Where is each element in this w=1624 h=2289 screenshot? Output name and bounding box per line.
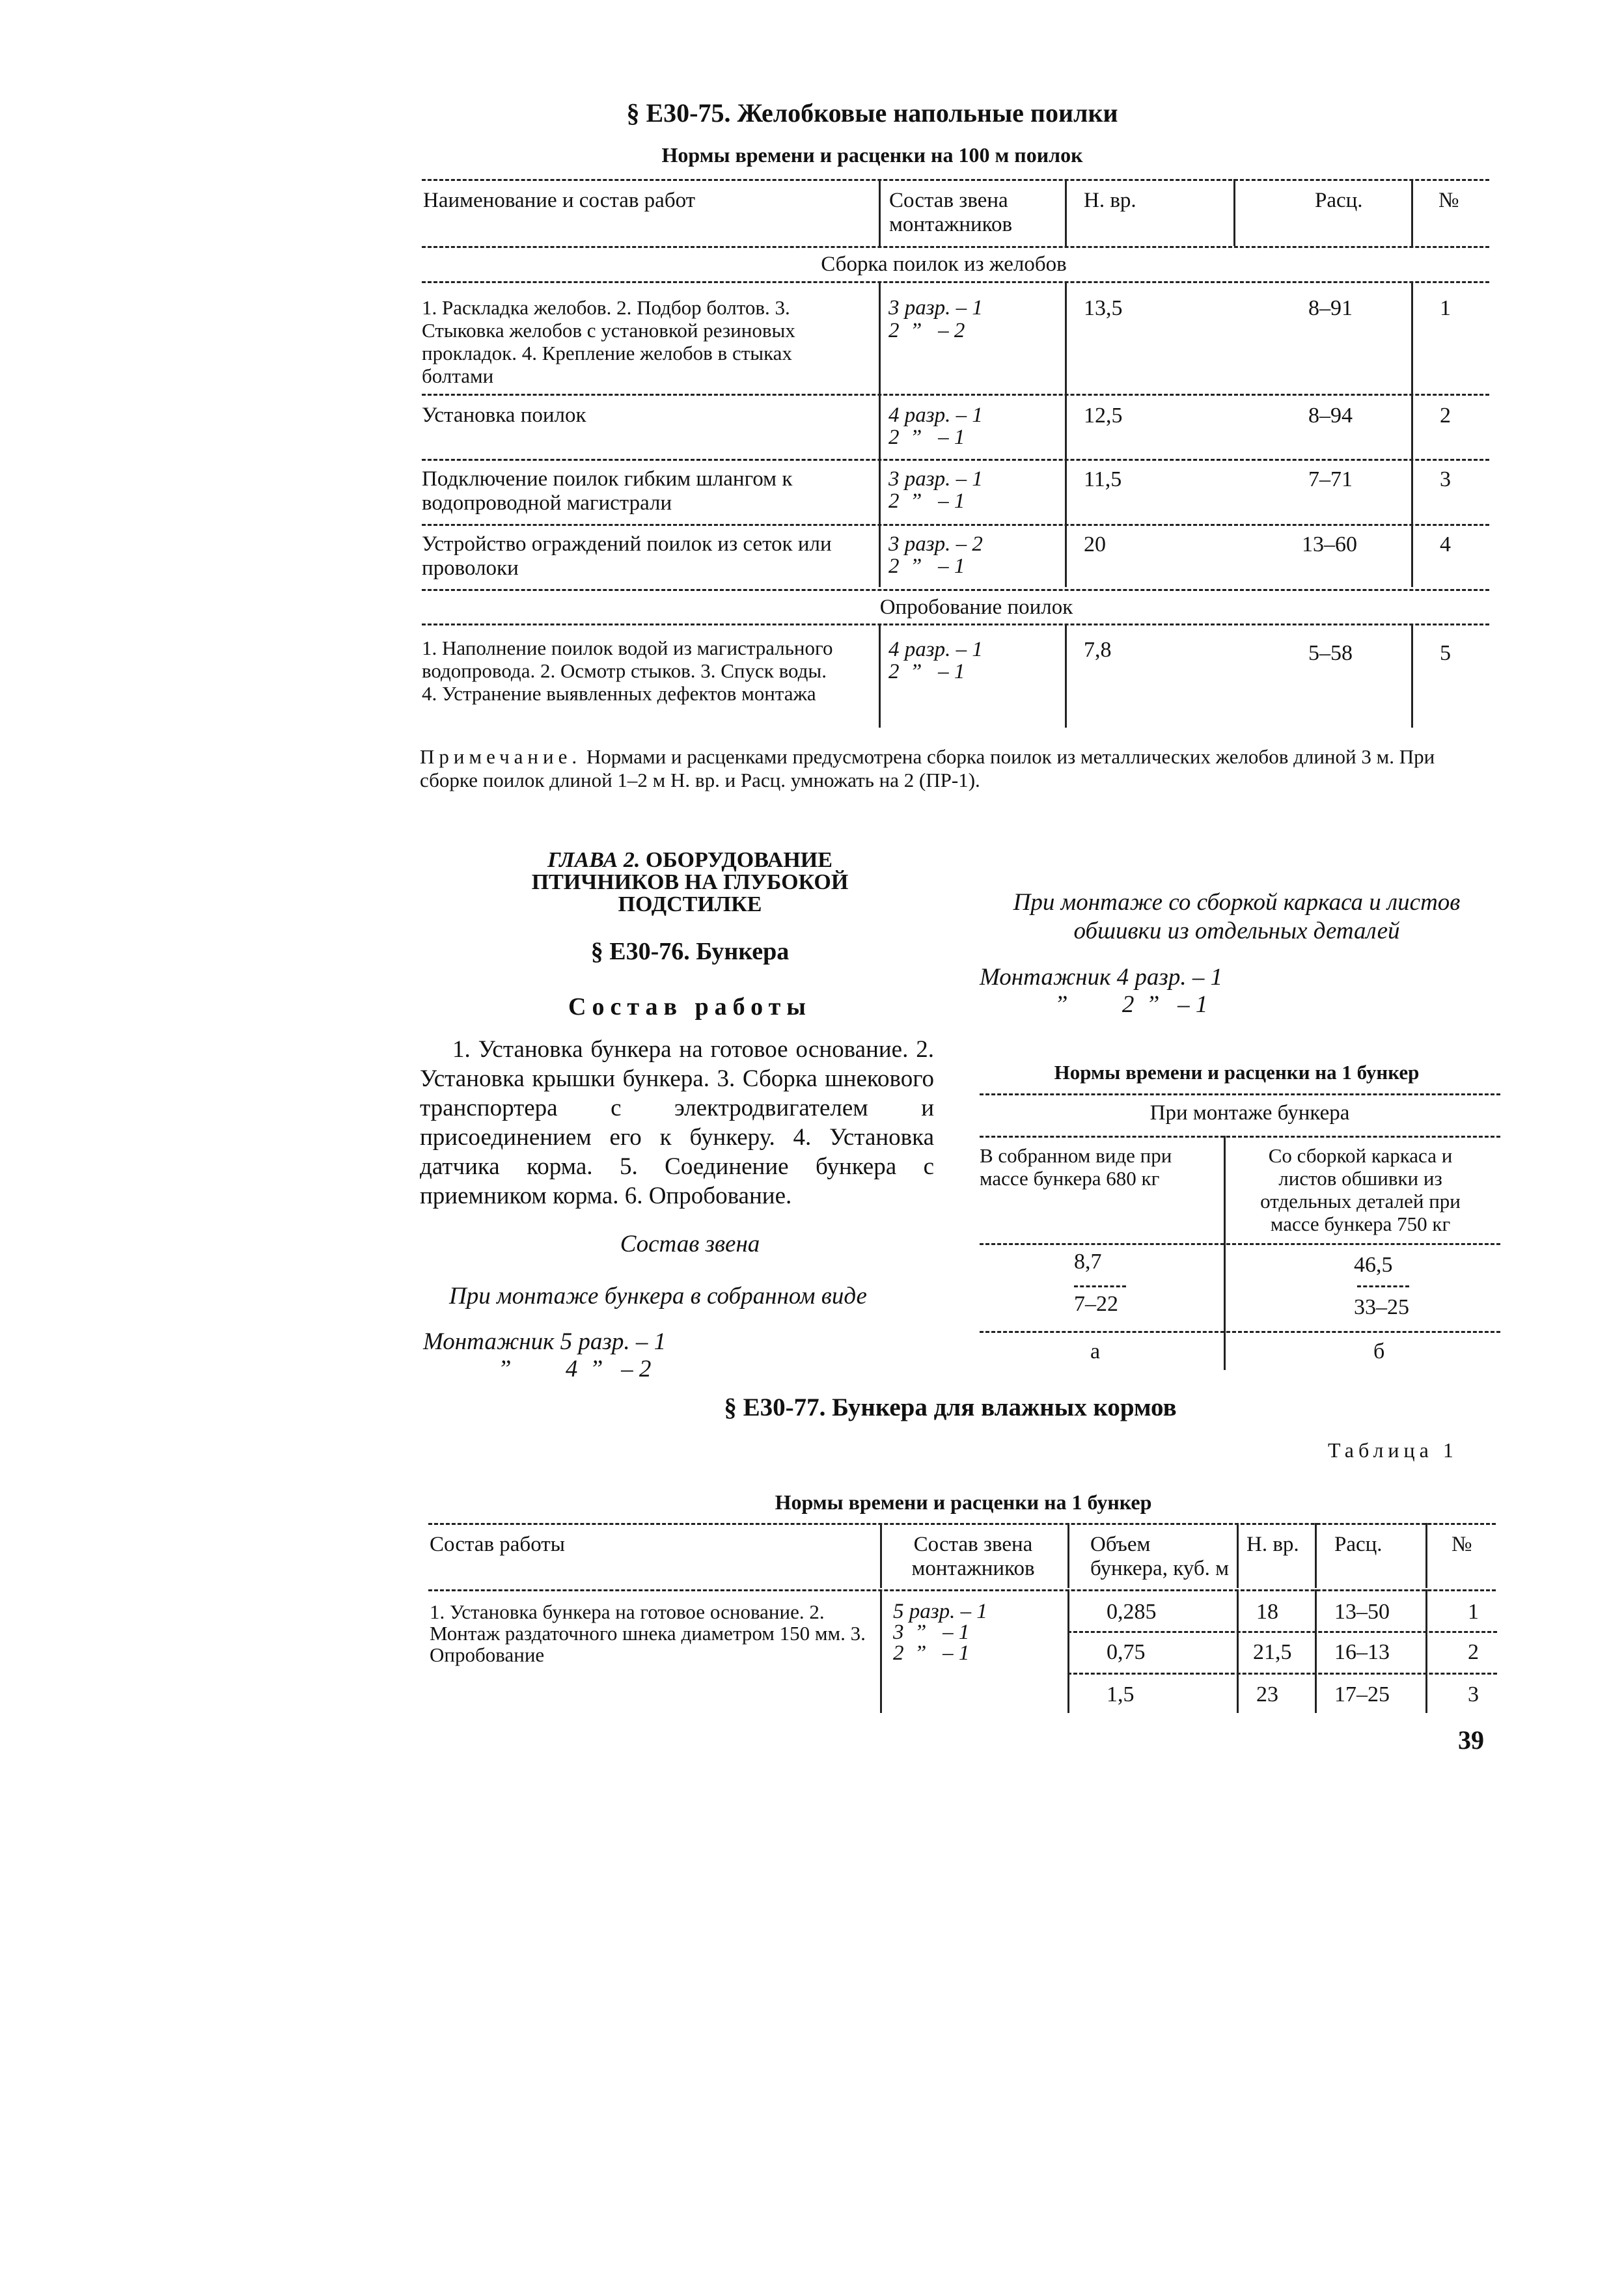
- row-2-rasc: 16–13: [1334, 1640, 1390, 1664]
- table-row-5-nvr: 7,8: [1084, 638, 1112, 662]
- crew-line-2: 3 ” – 1: [893, 1621, 970, 1644]
- header-volume: Объем бункера, куб. м: [1090, 1533, 1230, 1580]
- header-nvr-77: Н. вр.: [1246, 1533, 1299, 1556]
- row-2-volume: 0,75: [1107, 1640, 1146, 1664]
- crew-heading: Состав звена: [620, 1231, 760, 1257]
- header-work: Состав работы: [430, 1533, 565, 1556]
- crew-line-3: 2 ” – 1: [893, 1641, 970, 1665]
- row-1-nvr: 18: [1256, 1600, 1278, 1624]
- row-3-rasc: 17–25: [1334, 1682, 1390, 1706]
- table-row-1-no: 1: [1440, 296, 1451, 320]
- crew-b-heading: При монтаже со сборкой каркаса и листов обшивки из отдельных деталей: [1013, 889, 1461, 944]
- row-3-volume: 1,5: [1107, 1682, 1135, 1706]
- bunker-rasc-b: 33–25: [1354, 1295, 1409, 1319]
- section-title-e30-75: § Е30-75. Желобковые напольные поилки: [626, 98, 1118, 128]
- header-nvr: Н. вр.: [1084, 189, 1136, 212]
- row-3-nvr: 23: [1256, 1682, 1278, 1706]
- table-row-1-crew-2: 2 ” – 2: [888, 319, 965, 342]
- row-2-nvr: 21,5: [1253, 1640, 1292, 1664]
- bunker-letter-a: а: [1090, 1339, 1101, 1364]
- table-row-4-rasc: 13–60: [1302, 532, 1357, 556]
- work-text: 1. Установка бункера на готовое основание. 2. Установка крышки бункера. 3. Сборка шнекового транспортера с электродвигателем и присоединением его к бункеру. 4. Установка датчика корма. 5. Соединение бункера с приемником корма. 6. Опробование.: [420, 1036, 934, 1209]
- table-row-3-rasc: 7–71: [1308, 467, 1353, 491]
- table-row-1-rasc: 8–91: [1308, 296, 1353, 320]
- crew-a-line-1: Монтажник 5 разр. – 1: [423, 1328, 667, 1355]
- table-row-4-crew-2: 2 ” – 1: [888, 555, 965, 578]
- table-row-4-crew-1: 3 разр. – 2: [888, 532, 983, 556]
- table-label: Таблица 1: [1328, 1438, 1458, 1462]
- header-crew-77: Состав звена монтажников: [911, 1533, 1035, 1580]
- work-description: 1. Установка бункера на готовое основание. 2. Монтаж раздаточного шнека диаметром 150 мм. 3. Опробование: [430, 1600, 866, 1666]
- table-row-4-nvr: 20: [1084, 532, 1106, 556]
- crew-b-line-1: Монтажник 4 разр. – 1: [980, 964, 1223, 991]
- note-text: Нормами и расценками предусмотрена сборка поилок из металлических желобов длиной 3 м. При сборке поилок длиной 1–2 м Н. вр. и Расц. умножать на 2 (ПР-1).: [420, 745, 1435, 791]
- header-no-77: №: [1452, 1533, 1472, 1556]
- bunker-nvr-a: 8,7: [1074, 1250, 1102, 1274]
- bunker-col-b: Со сборкой каркаса и листов обшивки из отдельных деталей при массе бункера 750 кг: [1260, 1144, 1461, 1235]
- table-row-2-no: 2: [1440, 404, 1451, 428]
- table-row-1-name: 1. Раскладка желобов. 2. Подбор болтов. 3. Стыковка желобов с установкой резиновых прокладок. 4. Крепление желобов в стыках болтами: [422, 296, 795, 387]
- row-1-no: 1: [1468, 1600, 1479, 1624]
- bunker-col-a: В собранном виде при массе бункера 680 кг: [980, 1144, 1172, 1190]
- work-heading: Состав работы: [568, 993, 812, 1021]
- row-1-rasc: 13–50: [1334, 1600, 1390, 1624]
- bunker-nvr-b: 46,5: [1354, 1253, 1393, 1277]
- table-subtitle-e30-75: Нормы времени и расценки на 100 м поилок: [661, 143, 1083, 167]
- header-rasc-77: Расц.: [1334, 1533, 1383, 1556]
- chapter-label: ГЛАВА 2.: [547, 848, 640, 872]
- note-label: Примечание.: [420, 745, 582, 768]
- table-row-5-crew-2: 2 ” – 1: [888, 660, 965, 683]
- crew-a-heading: При монтаже бункера в собранном виде: [449, 1283, 867, 1309]
- table-row-3-no: 3: [1440, 467, 1451, 491]
- crew-a-line-2: ” 4 ” – 2: [498, 1356, 652, 1382]
- row-2-no: 2: [1468, 1640, 1479, 1664]
- bunker-table-title: Нормы времени и расценки на 1 бункер: [1054, 1061, 1420, 1084]
- bunker-table-group: При монтаже бункера: [1149, 1101, 1350, 1125]
- table-row-5-name: 1. Наполнение поилок водой из магистрального водопровода. 2. Осмотр стыков. 3. Спуск воды. 4. Устранение выявленных дефектов монтажа: [422, 637, 833, 705]
- crew-line-1: 5 разр. – 1: [893, 1600, 987, 1623]
- table-row-2-crew-1: 4 разр. – 1: [888, 404, 983, 427]
- table-row-3-crew-2: 2 ” – 1: [888, 489, 965, 513]
- table-row-2-crew-2: 2 ” – 1: [888, 426, 965, 449]
- page-number: 39: [1458, 1725, 1484, 1755]
- bunker-rasc-a: 7–22: [1074, 1292, 1118, 1316]
- table-row-1-nvr: 13,5: [1084, 296, 1123, 320]
- header-crew: Состав звена монтажников: [889, 189, 1013, 236]
- table-row-2-rasc: 8–94: [1308, 404, 1353, 428]
- table-row-4-no: 4: [1440, 532, 1451, 556]
- bunker-letter-b: б: [1373, 1339, 1385, 1364]
- table-row-5-no: 5: [1440, 641, 1451, 665]
- table-row-5-rasc: 5–58: [1308, 641, 1353, 665]
- header-no: №: [1438, 189, 1459, 212]
- header-name: Наименование и состав работ: [423, 189, 696, 212]
- row-1-volume: 0,285: [1107, 1600, 1157, 1624]
- row-3-no: 3: [1468, 1682, 1479, 1706]
- table-row-3-nvr: 11,5: [1084, 467, 1122, 491]
- table-row-3-name: Подключение поилок гибким шлангом к водопроводной магистрали: [422, 467, 793, 515]
- table-row-1-crew-1: 3 разр. – 1: [888, 296, 983, 320]
- chapter-title: ОБОРУДОВАНИЕ ПТИЧНИКОВ НА ГЛУБОКОЙ ПОДСТИЛКЕ: [531, 848, 849, 916]
- table-row-5-crew-1: 4 разр. – 1: [888, 638, 983, 661]
- table-row-4-name: Устройство ограждений поилок из сеток или проволоки: [422, 532, 832, 580]
- table-row-2-nvr: 12,5: [1084, 404, 1123, 428]
- header-rasc: Расц.: [1315, 189, 1363, 212]
- section-testing: Опробование поилок: [879, 596, 1073, 619]
- section-title-e30-76: § Е30-76. Бункера: [590, 938, 790, 965]
- table-subtitle-e30-77: Нормы времени и расценки на 1 бункер: [775, 1490, 1152, 1514]
- section-assembly: Сборка поилок из желобов: [821, 253, 1067, 276]
- table-row-3-crew-1: 3 разр. – 1: [888, 467, 983, 491]
- crew-b-line-2: ” 2 ” – 1: [1054, 991, 1208, 1018]
- section-title-e30-77: § Е30-77. Бункера для влажных кормов: [724, 1393, 1177, 1421]
- table-row-2-name: Установка поилок: [422, 404, 586, 427]
